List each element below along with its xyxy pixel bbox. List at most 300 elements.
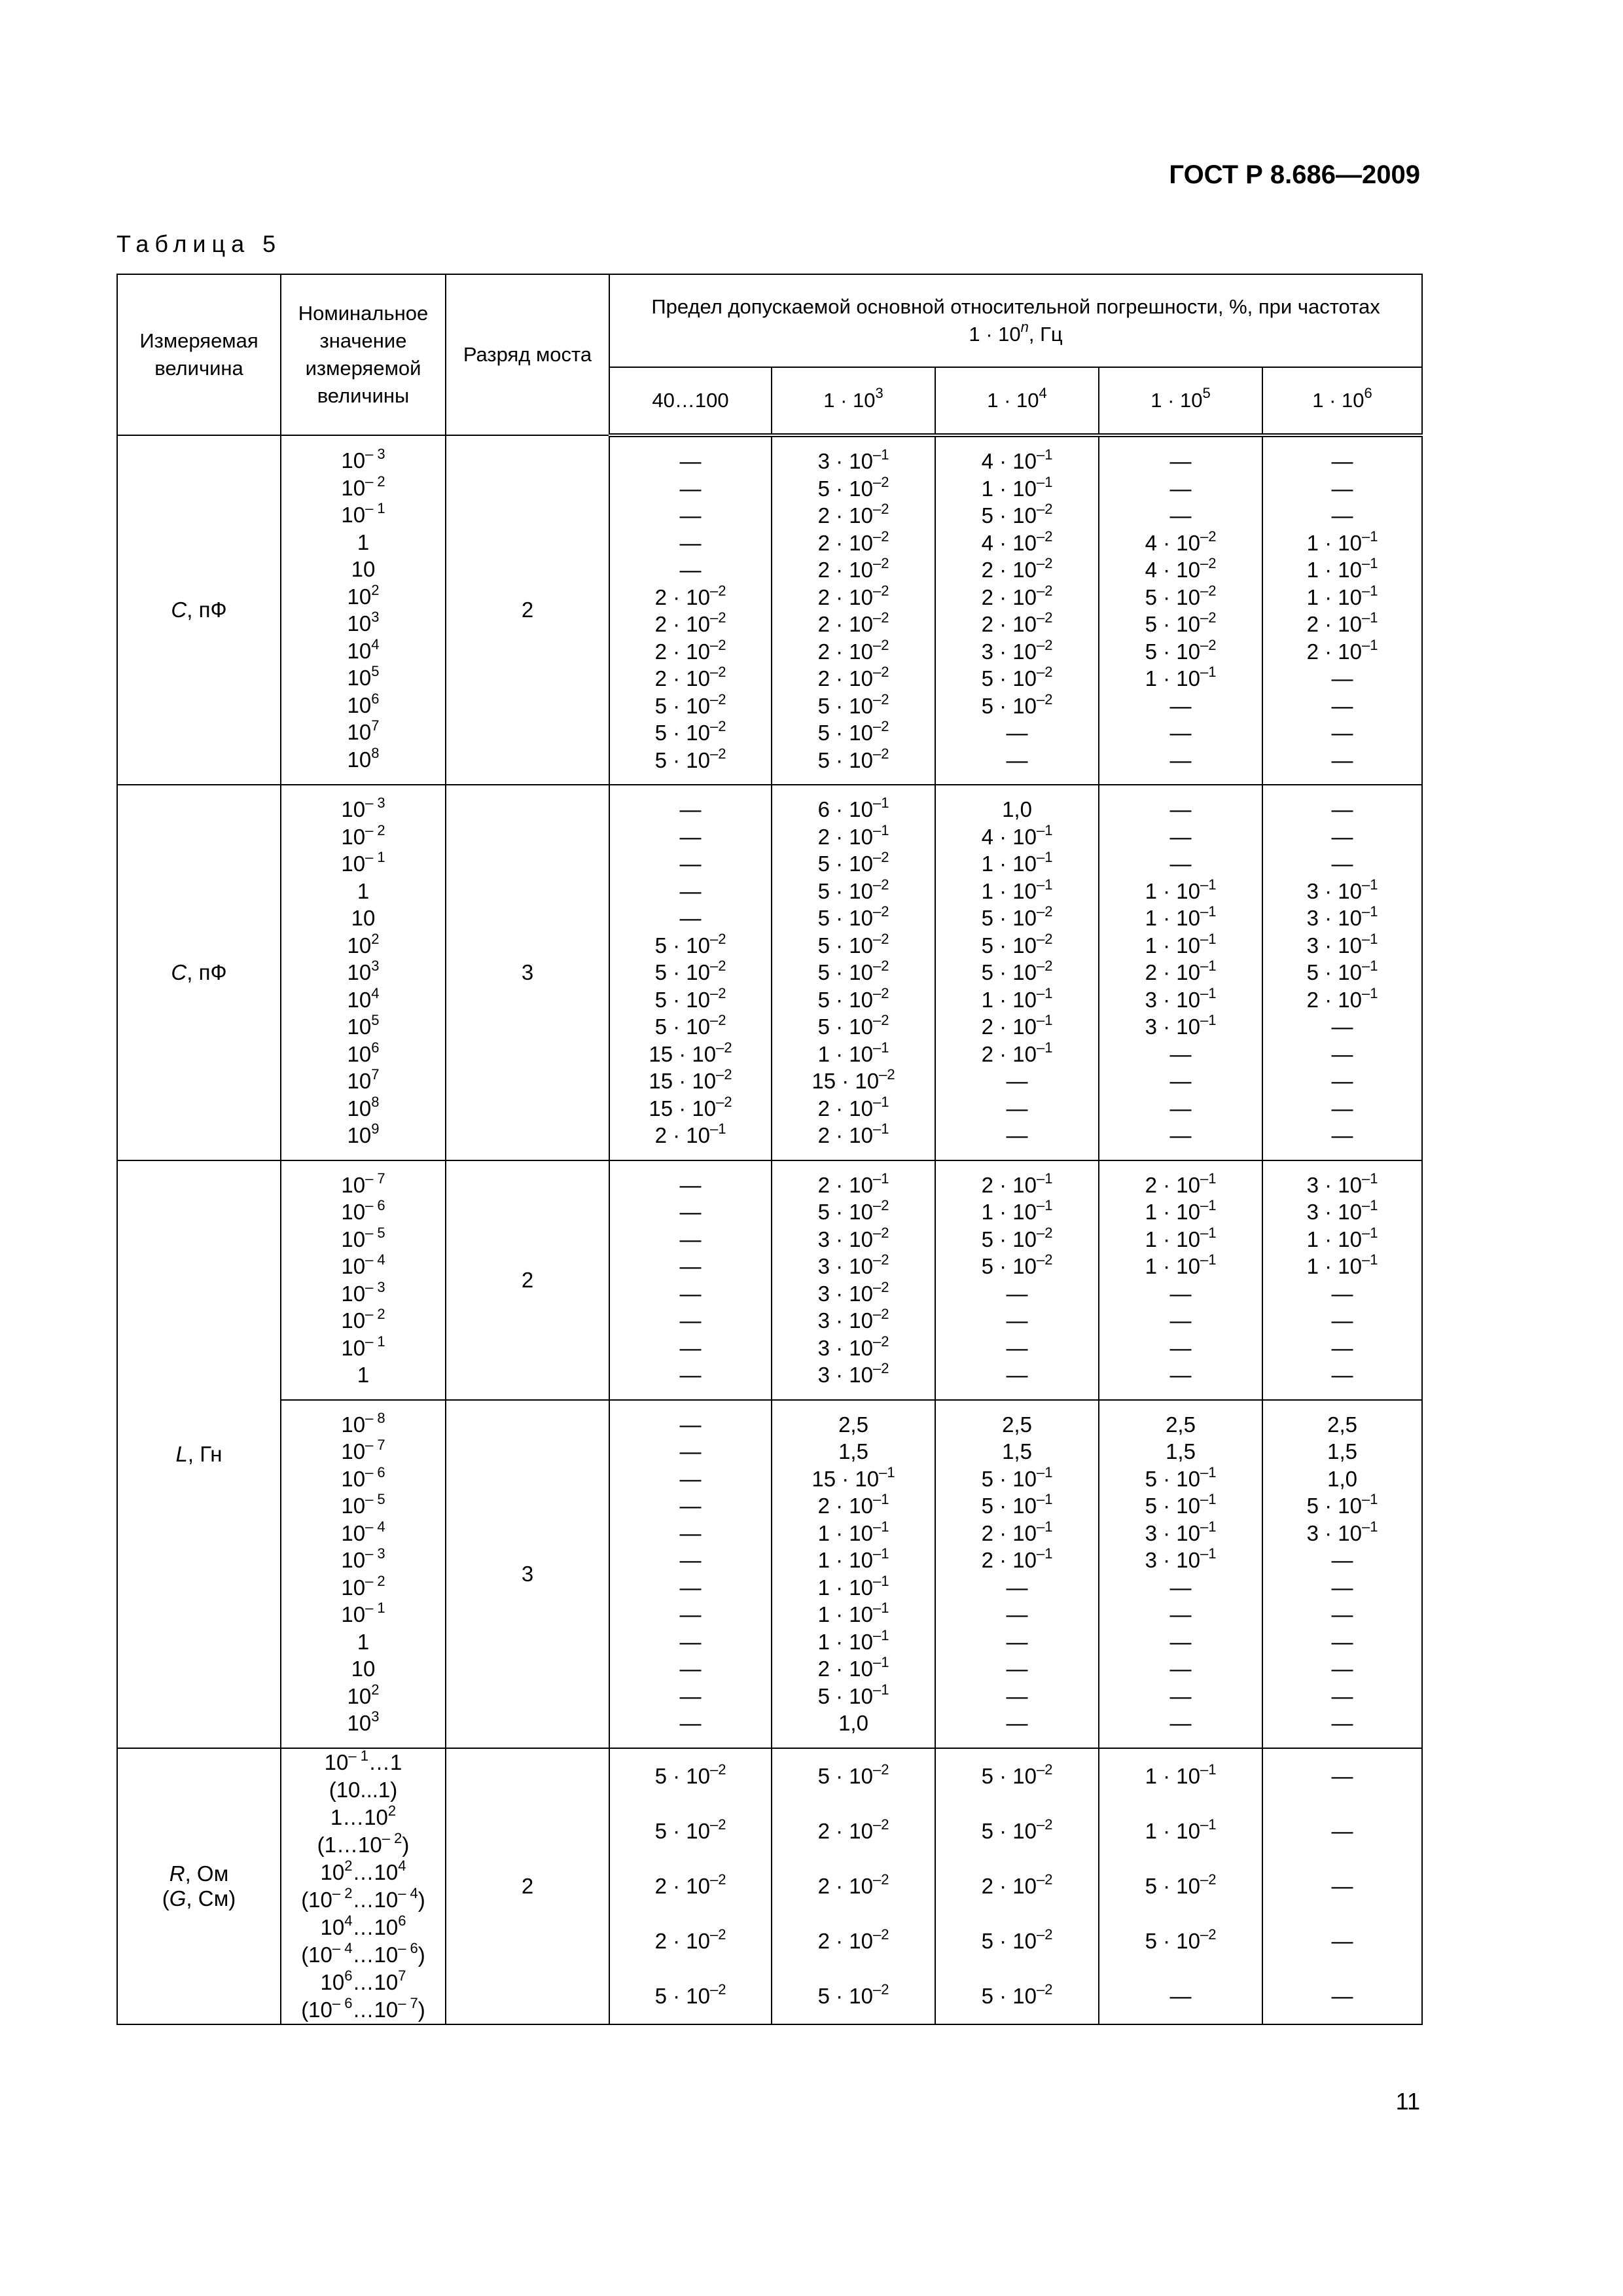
error-base: 3 · 10 bbox=[817, 1254, 873, 1278]
error-value bbox=[772, 959, 935, 986]
error-value bbox=[610, 823, 771, 851]
header-frequency bbox=[772, 367, 935, 435]
error-base: 2 · 10 bbox=[981, 1873, 1037, 1898]
error-value bbox=[772, 1172, 935, 1199]
error-base: 2 · 10 bbox=[817, 1096, 873, 1121]
error-base: 1,0 bbox=[838, 1711, 868, 1735]
error-base: 5 · 10 bbox=[654, 721, 710, 745]
nominal-cell bbox=[281, 435, 446, 785]
error-base: 5 · 10 bbox=[1306, 1494, 1362, 1518]
error-base: 1,5 bbox=[1327, 1439, 1357, 1463]
error-value bbox=[936, 1749, 1098, 1804]
error-exponent: –1 bbox=[1200, 1463, 1217, 1480]
error-base: — bbox=[1331, 824, 1353, 849]
error-value bbox=[936, 1628, 1098, 1656]
nominal-value bbox=[281, 1411, 445, 1439]
nominal-exponent: – 3 bbox=[365, 795, 385, 811]
quantity-symbol: R bbox=[169, 1861, 185, 1886]
nominal-value bbox=[281, 850, 445, 878]
error-value bbox=[772, 1095, 935, 1122]
error-base: — bbox=[1331, 1629, 1353, 1654]
error-value bbox=[1263, 1095, 1421, 1122]
error-value bbox=[772, 850, 935, 878]
error-exponent: –2 bbox=[1200, 1926, 1217, 1943]
error-base: — bbox=[1169, 797, 1192, 821]
error-base: 1 · 10 bbox=[817, 1575, 873, 1600]
error-value bbox=[1099, 796, 1262, 823]
error-value bbox=[1263, 1520, 1421, 1547]
value-list bbox=[610, 1749, 771, 2024]
error-base: 2,5 bbox=[1327, 1412, 1357, 1437]
nominal-exponent: – 7 bbox=[365, 1437, 385, 1453]
error-exponent: –2 bbox=[872, 1251, 889, 1268]
error-value bbox=[936, 1492, 1098, 1520]
error-value bbox=[610, 665, 771, 692]
bridge-class-cell: 2 bbox=[446, 1748, 609, 2024]
error-exponent: –2 bbox=[872, 745, 889, 762]
error-base: 1 · 10 bbox=[1145, 1818, 1200, 1843]
nominal-value bbox=[281, 556, 445, 583]
value-cell bbox=[935, 1160, 1099, 1400]
error-value bbox=[1263, 1438, 1421, 1465]
error-exponent: –1 bbox=[1361, 1170, 1378, 1187]
error-exponent: –1 bbox=[872, 1681, 889, 1698]
error-value bbox=[772, 692, 935, 720]
error-base: — bbox=[679, 1466, 702, 1491]
nominal-base: 10 bbox=[347, 666, 372, 690]
nominal-base: 10 bbox=[341, 1548, 366, 1572]
error-base: 2 · 10 bbox=[1306, 639, 1362, 664]
nominal-cell bbox=[281, 1160, 446, 1400]
error-base: 3 · 10 bbox=[1306, 906, 1362, 930]
error-base: 5 · 10 bbox=[817, 852, 873, 876]
value-list bbox=[772, 448, 935, 774]
error-value bbox=[936, 1438, 1098, 1465]
error-exponent: –1 bbox=[1200, 984, 1217, 1001]
error-value bbox=[1099, 1280, 1262, 1308]
error-exponent: –2 bbox=[709, 1926, 726, 1943]
error-base: — bbox=[1169, 1363, 1192, 1387]
nominal-base: 10 bbox=[341, 1466, 366, 1491]
error-value bbox=[936, 1067, 1098, 1095]
nominal-exponent: – 5 bbox=[365, 1224, 385, 1241]
error-value bbox=[1263, 1067, 1421, 1095]
error-value bbox=[1099, 692, 1262, 720]
nominal-value bbox=[281, 1492, 445, 1520]
nominal-value bbox=[281, 932, 445, 960]
error-value bbox=[772, 905, 935, 932]
nominal-list bbox=[281, 1172, 445, 1389]
nominal-part: 10 bbox=[320, 1969, 345, 1994]
nominal-exponent: – 3 bbox=[365, 1278, 385, 1295]
error-base: 2 · 10 bbox=[654, 639, 710, 664]
error-base: 1 · 10 bbox=[1145, 1227, 1200, 1251]
error-base: 1 · 10 bbox=[981, 1200, 1037, 1224]
error-exponent: –2 bbox=[872, 473, 889, 490]
error-base: 3 · 10 bbox=[1145, 1014, 1200, 1039]
error-base: — bbox=[679, 1548, 702, 1572]
error-exponent: –2 bbox=[872, 984, 889, 1001]
error-base: 1,5 bbox=[1166, 1439, 1196, 1463]
error-value bbox=[1263, 1683, 1421, 1710]
error-base: 3 · 10 bbox=[981, 639, 1037, 664]
error-value bbox=[1099, 1253, 1262, 1280]
value-cell bbox=[772, 435, 935, 785]
nominal-value bbox=[281, 664, 445, 692]
nominal-value bbox=[281, 1280, 445, 1308]
error-base: 2 · 10 bbox=[817, 1123, 873, 1147]
nominal-exponent: – 1 bbox=[365, 500, 385, 516]
error-base: — bbox=[1169, 1711, 1192, 1735]
error-value bbox=[1263, 1198, 1421, 1226]
value-cell bbox=[1262, 1160, 1422, 1400]
error-base: 5 · 10 bbox=[654, 1014, 710, 1039]
error-value bbox=[1263, 638, 1421, 666]
value-list bbox=[1099, 796, 1262, 1149]
error-value bbox=[1263, 1335, 1421, 1362]
error-value bbox=[936, 556, 1098, 584]
error-base: — bbox=[1169, 1069, 1192, 1093]
error-value bbox=[936, 1804, 1098, 1859]
error-value bbox=[1263, 665, 1421, 692]
error-base: 3 · 10 bbox=[1306, 1172, 1362, 1197]
error-exponent: –2 bbox=[1036, 1871, 1053, 1888]
error-value bbox=[1263, 1411, 1421, 1439]
nominal-exponent: 3 bbox=[371, 958, 380, 974]
nominal-part: (10 bbox=[301, 1887, 332, 1912]
error-value bbox=[610, 1438, 771, 1465]
error-exponent: –2 bbox=[709, 609, 726, 626]
bridge-class-cell: 2 bbox=[446, 1160, 609, 1400]
error-exponent: –1 bbox=[1361, 903, 1378, 920]
nominal-base: 10 bbox=[347, 960, 372, 984]
error-value bbox=[1099, 1547, 1262, 1574]
error-exponent: –1 bbox=[1200, 1518, 1217, 1535]
value-list bbox=[1099, 1411, 1262, 1737]
nominal-value bbox=[281, 1628, 445, 1656]
nominal-value bbox=[281, 1198, 445, 1226]
error-value bbox=[772, 823, 935, 851]
error-base: 5 · 10 bbox=[1145, 584, 1200, 609]
error-value bbox=[772, 1067, 935, 1095]
error-value bbox=[772, 1335, 935, 1362]
nominal-exponent: – 1 bbox=[365, 1600, 385, 1616]
error-exponent: –1 bbox=[1200, 876, 1217, 893]
nominal-value bbox=[281, 1041, 445, 1068]
error-base: 5 · 10 bbox=[817, 693, 873, 718]
error-exponent: –2 bbox=[872, 1360, 889, 1376]
header-error-limit bbox=[609, 274, 1422, 367]
nominal-base: 10 bbox=[347, 720, 372, 744]
error-exponent: –2 bbox=[1036, 903, 1053, 920]
error-exponent: –2 bbox=[872, 501, 889, 517]
nominal-part: …10 bbox=[352, 1969, 399, 1994]
quantity-unit: , Гн bbox=[187, 1441, 223, 1466]
nominal-base: 10 bbox=[347, 1711, 372, 1735]
frequency-base: 1 · 10 bbox=[823, 389, 876, 412]
error-value bbox=[936, 611, 1098, 638]
nominal-value bbox=[281, 475, 445, 502]
error-value bbox=[1263, 1307, 1421, 1335]
nominal-exponent: 9 bbox=[371, 1121, 380, 1137]
error-base: 5 · 10 bbox=[654, 747, 710, 772]
error-exponent: –1 bbox=[1200, 1816, 1217, 1833]
error-exponent: –1 bbox=[872, 1170, 889, 1187]
error-exponent: –2 bbox=[872, 528, 889, 545]
nominal-base: 10 bbox=[351, 1657, 376, 1681]
error-base: — bbox=[1331, 1657, 1353, 1681]
value-cell bbox=[772, 1160, 935, 1400]
nominal-base: 10 bbox=[341, 1254, 366, 1278]
error-exponent: –1 bbox=[1036, 1039, 1053, 1056]
error-value bbox=[1263, 719, 1421, 747]
error-value bbox=[610, 1122, 771, 1149]
quantity-unit: , пФ bbox=[187, 598, 227, 622]
error-base: 2 · 10 bbox=[654, 584, 710, 609]
nominal-exponent: 6 bbox=[344, 1967, 353, 1984]
error-base: 15 · 10 bbox=[649, 1041, 717, 1066]
error-exponent: –1 bbox=[1361, 1518, 1378, 1535]
error-value bbox=[1099, 1361, 1262, 1389]
error-base: — bbox=[1169, 1575, 1192, 1600]
error-base: 1 · 10 bbox=[1145, 1200, 1200, 1224]
error-exponent: –2 bbox=[872, 1926, 889, 1943]
nominal-value bbox=[281, 529, 445, 556]
error-exponent: –1 bbox=[1361, 1224, 1378, 1241]
nominal-exponent: 5 bbox=[371, 1012, 380, 1028]
error-value bbox=[936, 1859, 1098, 1914]
error-exponent: –2 bbox=[872, 1333, 889, 1350]
error-value bbox=[772, 1492, 935, 1520]
error-value bbox=[1263, 850, 1421, 878]
error-base: 2 · 10 bbox=[981, 584, 1037, 609]
error-value bbox=[1099, 1041, 1262, 1068]
error-exponent: –2 bbox=[1036, 1224, 1053, 1241]
nominal-list bbox=[281, 1749, 445, 2024]
error-value bbox=[1099, 584, 1262, 611]
frequency-exponent: 6 bbox=[1364, 385, 1372, 401]
error-exponent: –1 bbox=[872, 1039, 889, 1056]
error-value bbox=[772, 1914, 935, 1969]
nominal-value bbox=[281, 1996, 445, 2024]
error-base: 2 · 10 bbox=[654, 666, 710, 691]
error-exponent: –2 bbox=[872, 1306, 889, 1322]
value-cell bbox=[935, 1748, 1099, 2024]
error-value bbox=[1263, 1361, 1421, 1389]
error-exponent: –1 bbox=[872, 1654, 889, 1670]
error-value bbox=[772, 1683, 935, 1710]
error-exponent: –1 bbox=[1200, 1251, 1217, 1268]
nominal-part: …10 bbox=[352, 1942, 399, 1967]
error-exponent: –1 bbox=[872, 821, 889, 838]
error-base: 2 · 10 bbox=[817, 1172, 873, 1197]
error-exponent: –1 bbox=[1361, 958, 1378, 974]
error-value bbox=[772, 475, 935, 503]
error-base: — bbox=[1331, 1711, 1353, 1735]
error-value bbox=[1099, 611, 1262, 638]
error-value bbox=[1263, 584, 1421, 611]
quantity-symbol: C bbox=[171, 960, 187, 984]
quantity-symbol: G bbox=[169, 1886, 187, 1910]
error-value bbox=[1099, 1198, 1262, 1226]
page-number: 11 bbox=[1395, 2088, 1420, 2115]
error-value bbox=[936, 1253, 1098, 1280]
nominal-part: …10 bbox=[352, 1859, 399, 1884]
error-base: — bbox=[1331, 1281, 1353, 1306]
error-exponent: –1 bbox=[872, 1626, 889, 1643]
error-exponent: –1 bbox=[1036, 1463, 1053, 1480]
error-value bbox=[772, 719, 935, 747]
value-list bbox=[1099, 1172, 1262, 1389]
error-base: — bbox=[679, 558, 702, 582]
error-base: 1,0 bbox=[1002, 797, 1032, 821]
nominal-exponent: 6 bbox=[371, 690, 380, 707]
table-caption: Таблица 5 bbox=[116, 230, 282, 257]
value-list bbox=[936, 1411, 1098, 1737]
error-value bbox=[1099, 905, 1262, 932]
nominal-value bbox=[281, 1886, 445, 1914]
error-value bbox=[1263, 823, 1421, 851]
error-exponent: –2 bbox=[872, 609, 889, 626]
error-value bbox=[1099, 1914, 1262, 1969]
error-base: 2 · 10 bbox=[981, 558, 1037, 582]
nominal-value bbox=[281, 447, 445, 475]
nominal-base: 10 bbox=[341, 1172, 366, 1197]
error-value bbox=[1099, 665, 1262, 692]
nominal-value bbox=[281, 878, 445, 905]
error-base: — bbox=[1331, 449, 1353, 473]
error-base: 2 · 10 bbox=[817, 639, 873, 664]
error-value bbox=[772, 1226, 935, 1253]
error-base: 5 · 10 bbox=[1145, 1466, 1200, 1491]
error-base: 2 · 10 bbox=[817, 530, 873, 555]
error-exponent: –1 bbox=[1036, 984, 1053, 1001]
value-cell bbox=[1099, 1400, 1262, 1748]
error-exponent: –2 bbox=[1200, 582, 1217, 599]
error-value bbox=[936, 638, 1098, 666]
error-base: 3 · 10 bbox=[1306, 878, 1362, 903]
error-value bbox=[936, 719, 1098, 747]
table-body bbox=[117, 435, 1422, 2024]
error-value bbox=[772, 1969, 935, 2024]
nominal-value bbox=[281, 1226, 445, 1253]
error-value bbox=[1099, 475, 1262, 503]
nominal-value bbox=[281, 1941, 445, 1969]
nominal-value bbox=[281, 1804, 445, 1831]
error-value bbox=[772, 1307, 935, 1335]
error-base: — bbox=[1169, 1281, 1192, 1306]
frequency-base: 40…100 bbox=[652, 389, 729, 412]
nominal-base: 10 bbox=[347, 584, 372, 609]
error-base: — bbox=[1006, 1683, 1028, 1708]
error-base: — bbox=[679, 878, 702, 903]
error-base: 2 · 10 bbox=[654, 1928, 710, 1953]
error-exponent: –1 bbox=[1361, 582, 1378, 599]
error-exponent: –2 bbox=[1200, 555, 1217, 571]
error-value bbox=[772, 986, 935, 1014]
nominal-base: 10 bbox=[341, 448, 366, 473]
error-base: 1 · 10 bbox=[817, 1548, 873, 1572]
nominal-base: 10 bbox=[351, 557, 376, 581]
quantity-cell bbox=[117, 1748, 281, 2024]
nominal-list bbox=[281, 796, 445, 1149]
error-base: 5 · 10 bbox=[981, 666, 1037, 691]
nominal-exponent: – 6 bbox=[365, 1197, 385, 1213]
error-base: 3 · 10 bbox=[1306, 1520, 1362, 1545]
nominal-exponent: 4 bbox=[371, 636, 380, 653]
value-cell bbox=[1099, 1160, 1262, 1400]
error-value bbox=[936, 1914, 1098, 1969]
quantity-line bbox=[118, 598, 280, 622]
error-value bbox=[772, 1655, 935, 1683]
nominal-value bbox=[281, 1601, 445, 1628]
error-value bbox=[1099, 502, 1262, 529]
nominal-exponent: – 2 bbox=[365, 1306, 385, 1322]
error-base: 2 · 10 bbox=[817, 1818, 873, 1843]
error-base: — bbox=[1331, 797, 1353, 821]
error-base: 4 · 10 bbox=[1145, 530, 1200, 555]
value-list bbox=[936, 1172, 1098, 1389]
error-exponent: –1 bbox=[872, 1572, 889, 1589]
error-base: 3 · 10 bbox=[817, 1308, 873, 1333]
error-exponent: –1 bbox=[879, 1463, 895, 1480]
nominal-exponent: 5 bbox=[371, 663, 380, 679]
error-value bbox=[1099, 638, 1262, 666]
error-exponent: –1 bbox=[1036, 1012, 1053, 1028]
error-exponent: –2 bbox=[872, 1012, 889, 1028]
error-exponent: –2 bbox=[872, 1197, 889, 1213]
error-base: 2 · 10 bbox=[817, 1928, 873, 1953]
nominal-value bbox=[281, 1307, 445, 1335]
nominal-value bbox=[281, 637, 445, 665]
error-base: 1 · 10 bbox=[817, 1629, 873, 1654]
error-base: — bbox=[679, 1657, 702, 1681]
error-exponent: –2 bbox=[709, 1012, 726, 1028]
error-exponent: –1 bbox=[1361, 930, 1378, 947]
header-frequency bbox=[609, 367, 772, 435]
error-base: 3 · 10 bbox=[817, 1363, 873, 1387]
error-base: — bbox=[1331, 1096, 1353, 1121]
nominal-base: 10 bbox=[347, 987, 372, 1012]
nominal-base: 10 bbox=[341, 1412, 366, 1437]
error-value bbox=[1263, 796, 1421, 823]
error-base: 1 · 10 bbox=[817, 1041, 873, 1066]
error-value bbox=[936, 1280, 1098, 1308]
error-value bbox=[772, 1041, 935, 1068]
error-base: 3 · 10 bbox=[817, 449, 873, 473]
error-base: 5 · 10 bbox=[981, 1763, 1037, 1788]
error-base: — bbox=[1331, 1983, 1353, 2008]
error-exponent: –1 bbox=[1036, 821, 1053, 838]
nominal-base: 10 bbox=[347, 1041, 372, 1066]
error-base: 5 · 10 bbox=[654, 960, 710, 984]
frequency-exponent: 4 bbox=[1039, 385, 1047, 401]
nominal-base: 10 bbox=[347, 747, 372, 772]
error-exponent: –1 bbox=[872, 1518, 889, 1535]
error-value bbox=[936, 1655, 1098, 1683]
error-value bbox=[936, 959, 1098, 986]
error-value bbox=[1099, 556, 1262, 584]
error-base: — bbox=[679, 1575, 702, 1600]
error-base: — bbox=[679, 852, 702, 876]
error-exponent: –2 bbox=[872, 958, 889, 974]
quantity-symbol: L bbox=[175, 1441, 188, 1466]
error-exponent: –1 bbox=[1036, 1491, 1053, 1507]
error-value bbox=[772, 448, 935, 475]
error-value bbox=[1099, 1859, 1262, 1914]
error-value bbox=[936, 747, 1098, 774]
error-value bbox=[610, 878, 771, 905]
